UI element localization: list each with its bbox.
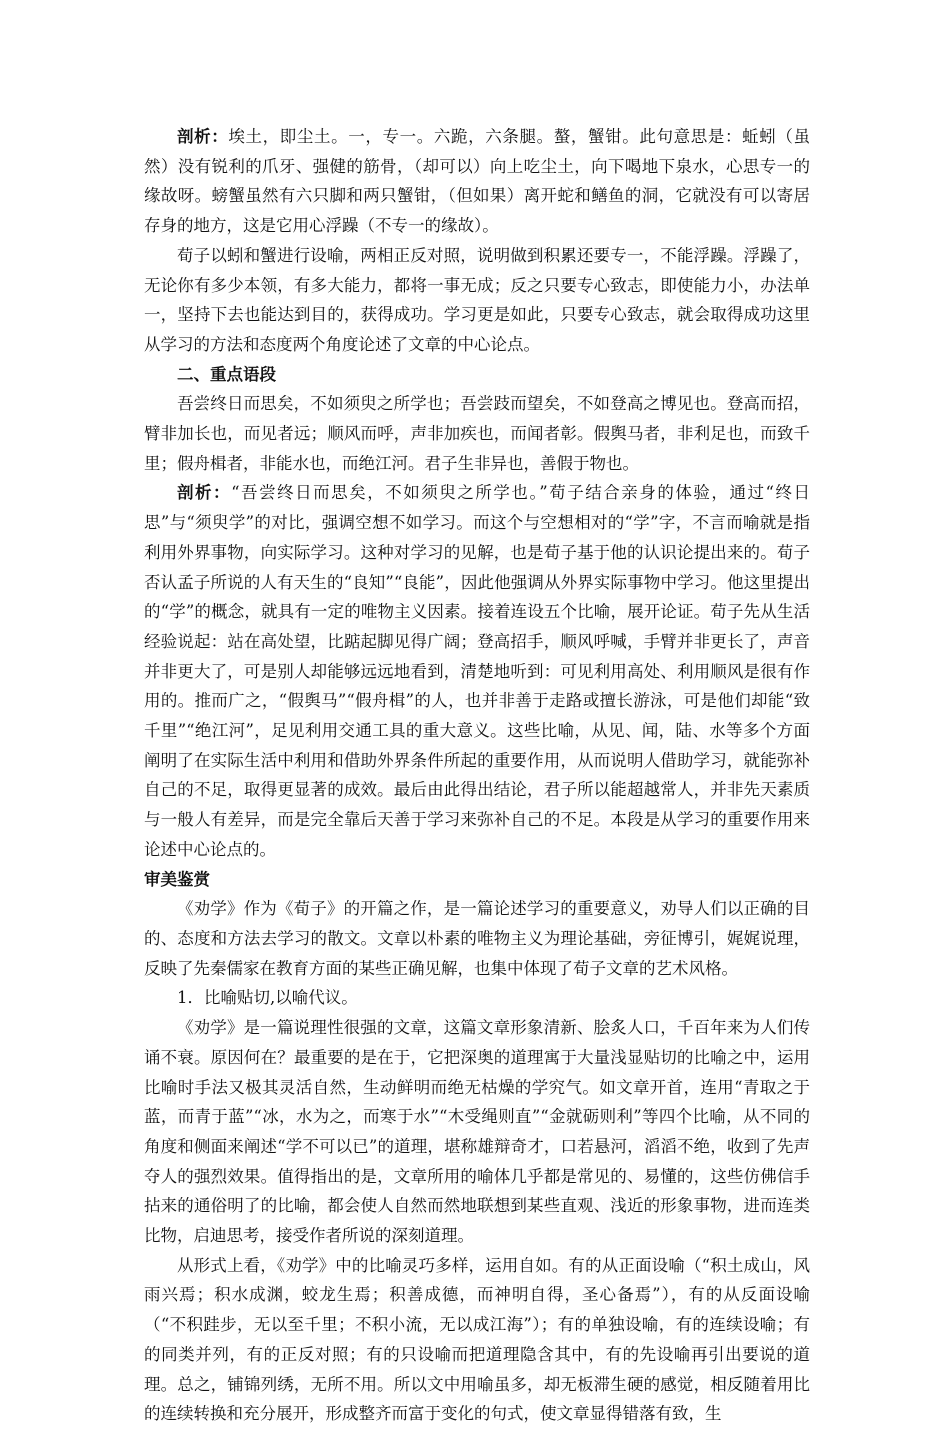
section-heading-key-passage: 二、重点语段 [177, 364, 276, 384]
analysis-paragraph-2 [144, 478, 810, 864]
original-text-paragraph: 吾尝终日而思矣，不如须臾之所学也；吾尝跂而望矣，不如登高之博见也。登高而招，臂非加长也，而见者远；顺风而呼，声非加疾也，而闻者彰。假舆马者，非利足也，而致千里；假舟楫者，非能水也，而绝江河。君子生非异也，善假于物也。 [144, 394, 810, 473]
metaphor-paragraph-1: 《劝学》是一篇说理性很强的文章，这篇文章形象清新、脍炙人口，千百年来为人们传诵不衰。原因何在？最重要的是在于，它把深奥的道理寓于大量浅显贴切的比喻之中，运用比喻时手法又极其灵活自然，生动鲜明而绝无枯燥的学究气。如文章开首，连用“青取之于蓝，而青于蓝”“冰，水为之，而寒于水”“木受绳则直”“金就砺则利”等四个比喻，从不同的角度和侧面来阐述“学不可以已”的道理，堪称雄辩奇才，口若悬河，滔滔不绝，收到了先声夺人的强烈效果。值得指出的是，文章所用的喻体几乎都是常见的、易懂的，这些仿佛信手拈来的通俗明了的比喻，都会使人自然而然地联想到某些直观、浅近的形象事物，进而连类比物，启迪思考，接受作者所说的深刻道理。 [144, 1018, 810, 1246]
commentary-paragraph: 荀子以蚓和蟹进行设喻，两相正反对照，说明做到积累还要专一，不能浮躁。浮躁了，无论你有多少本领，有多大能力，都将一事无成；反之只要专心致志，即使能力小，办法单一，坚持下去也能达到目的，获得成功。学习更是如此，只要专心致志，就会取得成功这里从学习的方法和态度两个角度论述了文章的中心论点。 [144, 245, 810, 354]
analysis-text-1: 埃土，即尘土。一，专一。六跪，六条腿。螯，蟹钳。此句意思是：蚯蚓（虽然）没有锐利的爪牙、强健的筋骨，（却可以）向上吃尘土，向下喝地下泉水，心思专一的缘故呀。螃蟹虽然有六只脚和两只蟹钳，（但如果）离开蛇和鳝鱼的洞，它就没有可以寄居存身的地方，这是它用心浮躁（不专一的缘故）。 [144, 127, 810, 236]
numbered-point-1: 1．比喻贴切,以喻代议。 [177, 988, 358, 1008]
analysis-label: 剖析： [177, 483, 232, 503]
analysis-label: 剖析： [177, 127, 229, 146]
aesthetic-intro-paragraph: 《劝学》作为《荀子》的开篇之作，是一篇论述学习的重要意义，劝导人们以正确的目的、态度和方法去学习的散文。文章以朴素的唯物主义为理论基础，旁征博引，娓娓说理，反映了先秦儒家在教育方面的某些正确见解，也集中体现了荀子文章的艺术风格。 [144, 899, 810, 978]
document-page [144, 122, 810, 1429]
analysis-text-2: “吾尝终日而思矣，不如须臾之所学也。”荀子结合亲身的体验，通过“终日思”与“须臾学”的对比，强调空想不如学习。而这个与空想相对的“学”字，不言而喻就是指利用外界事物，向实际学习。这种对学习的见解，也是荀子基于他的认识论提出来的。荀子否认孟子所说的人有天生的“良知”“良能”，因此他强调从外界实际事物中学习。他这里提出的“学”的概念，就具有一定的唯物主义因素。接着连设五个比喻，展开论证。荀子先从生活经验说起：站在高处望，比踮起脚见得广阔；登高招手，顺风呼喊，手臂并非更长了，声音并非更大了，可是别人却能够远远地看到，清楚地听到：可见利用高处、利用顺风是很有作用的。推而广之，“假舆马”“假舟楫”的人，也并非善于走路或擅长游泳，可是他们却能“致千里”“绝江河”，足见利用交通工具的重大意义。这些比喻，从见、闻，陆、水等多个方面阐明了在实际生活中利用和借助外界条件所起的重要作用，从而说明人借助学习，就能弥补自己的不足，取得更显著的成效。最后由此得出结论，君子所以能超越常人，并非先天素质与一般人有差异，而是完全靠后天善于学习来弥补自己的不足。本段是从学习的重要作用来论述中心论点的。 [144, 483, 810, 859]
analysis-paragraph-1 [144, 122, 810, 241]
metaphor-paragraph-2: 从形式上看，《劝学》中的比喻灵巧多样，运用自如。有的从正面设喻（“积土成山，风雨兴焉；积水成渊，蛟龙生焉；积善成德，而神明自得，圣心备焉”），有的从反面设喻（“不积跬步，无以至千里；不积小流，无以成江海”）；有的单独设喻，有的连续设喻；有的同类并列，有的正反对照；有的只设喻而把道理隐含其中，有的先设喻再引出要说的道理。总之，铺锦列绣，无所不用。所以文中用喻虽多，却无板滞生硬的感觉，相反随着用比的连续转换和充分展开，形成整齐而富于变化的句式，使文章显得错落有致，生 [144, 1255, 810, 1424]
section-heading-aesthetic: 审美鉴赏 [144, 869, 210, 889]
